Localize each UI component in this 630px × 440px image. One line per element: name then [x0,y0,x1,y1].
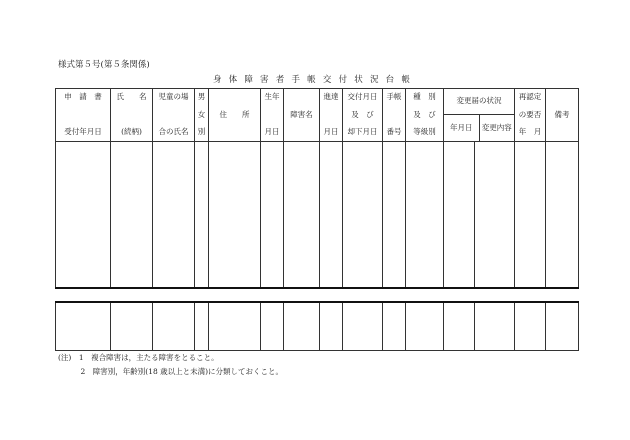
entry-cell[interactable] [284,142,320,289]
entry-cell[interactable] [111,302,153,351]
entry-cell[interactable] [153,142,195,289]
form-number-label: 様式第５号(第５条関係) [58,60,150,70]
entry-cell[interactable] [320,142,343,289]
entry-cell[interactable] [515,302,546,351]
entry-cell[interactable] [320,302,343,351]
entry-cell[interactable] [444,142,475,289]
notes [58,351,283,379]
header-forward-date: 進達 月日 [320,89,343,142]
header-name: 氏 名 (続柄) [111,89,153,142]
header-application-date: 申 請 書 受付年月日 [56,89,111,142]
entry-cell[interactable] [406,302,444,351]
entry-cell[interactable] [515,142,546,289]
entry-cell[interactable] [195,142,209,289]
entry-cell[interactable] [383,302,406,351]
ledger-table [55,88,579,351]
entry-cell[interactable] [343,302,383,351]
entry-cell[interactable] [475,302,515,351]
entry-cell[interactable] [284,302,320,351]
entry-cell[interactable] [546,302,579,351]
header-remarks: 備考 [546,89,579,142]
header-disability-name: 障害名 [284,89,320,142]
entry-cell[interactable] [475,142,515,289]
entry-cell[interactable] [56,142,111,289]
entry-cell[interactable] [546,142,579,289]
header-recertification: 再認定 の要否 年 月 [515,89,546,142]
header-issue-date: 交付月日 及 び 却下月日 [343,89,383,142]
entry-cell[interactable] [444,302,475,351]
entry-cell[interactable] [209,142,261,289]
entry-cell[interactable] [56,302,111,351]
header-category-grade: 種 別 及 び 等級別 [406,89,444,142]
note-2: 2 障害別，年齢別(18 歳以上と未満)に分類しておくこと。 [58,367,284,376]
table-row [56,302,579,351]
entry-cell[interactable] [195,302,209,351]
header-gender: 男 女 別 [195,89,209,142]
ledger-title: 身体障害者手帳交付状況台帳 [212,75,418,85]
header-change-status: 変更届の状況 年月日 変更内容 [444,89,515,142]
entry-cell[interactable] [343,142,383,289]
table-row [56,142,579,289]
entry-cell[interactable] [383,142,406,289]
header-child-name: 児童の場 合の氏名 [153,89,195,142]
header-row [56,89,579,142]
header-address: 住 所 [209,89,261,142]
entry-cell[interactable] [111,142,153,289]
header-booklet-number: 手帳 番号 [383,89,406,142]
header-birthdate: 生年 月日 [261,89,284,142]
entry-cell[interactable] [261,302,284,351]
entry-cell[interactable] [209,302,261,351]
entry-cell[interactable] [406,142,444,289]
entry-cell[interactable] [261,142,284,289]
section-separator [56,288,579,302]
note-1: (注) 1 複合障害は，主たる障害をとること。 [58,353,219,362]
entry-cell[interactable] [153,302,195,351]
